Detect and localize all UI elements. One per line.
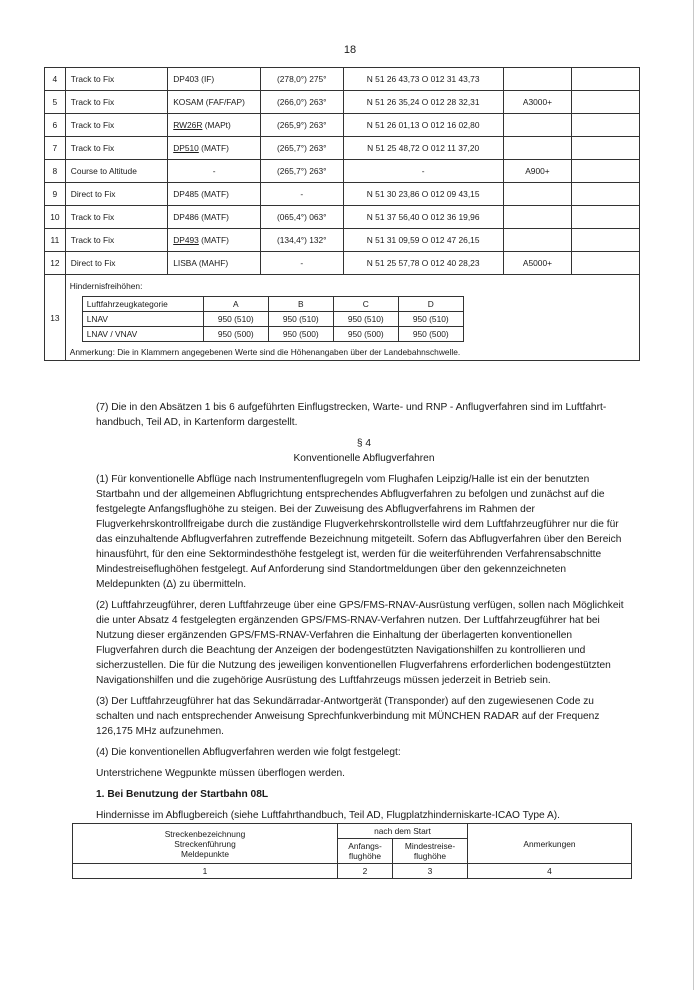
paragraph-2: (2) Luftfahrzeugführer, deren Luftfahrzeuge über eine GPS/FMS-RNAV-Ausrüstung verfügen, sollen nach Möglichkeit die unter Absatz 4 festgelegten ergänzenden GPS/FMS-RNAV-Verfahren nutzen. Der Luftfahrzeugführer hat bei Nutzung dieser ergänzenden GPS/FMS-RNAV-Verfahren die Einhaltung der überlagerten konventionellen Flugverfahren durch die Beachtung der Anzeigen der bodengestützten Navigationshilfen zu kontrollieren und sicherzustellen. Die für die Nutzung des jeweiligen konventionellen Flugverfahrens erforderlichen bodengestützten Navigationshilfen und die zugehörige Ausrüstung des Luftfahrzeugs müssen jederzeit in Betrieb sein. [96,600,624,686]
leg-type: Direct to Fix [65,252,167,275]
header-route-line: Streckenführung [174,838,236,849]
cell: 950 (500) [398,327,463,342]
section-title: Konventionelle Abflugverfahren [293,453,435,464]
header-after-takeoff: nach dem Start [338,824,468,839]
column-number: 2 [338,864,393,879]
course: (265,9°) 263° [261,114,344,137]
course: (134,4°) 132° [261,229,344,252]
header-d: D [398,297,463,312]
obstacle-row [45,275,640,361]
table-row [45,137,640,160]
row-label: LNAV [82,312,203,327]
header-b: B [268,297,333,312]
table-row [45,183,640,206]
coordinates: - [343,160,503,183]
paragraph-1: (1) Für konventionelle Abflüge nach Instrumentenflugregeln vom Flughafen Leipzig/Halle ist ein der benutzten Startbahn und der allgemeinen Abflugrichtung entsprechendes Abflugverfahren zu befolgen und zunächst auf die festgelegte Anfangsflughöhe zu steigen. Bei der Zuweisung des Abflugverfahrens im Rahmen der Flugverkehrskontrollfreigabe durch die zuständige Flugverkehrskontrollstelle wird dem Luftfahrzeugführer nur die für das einzuhaltende Abflugverfahren zutreffende Bezeichnung mitgeteilt. Sofern das Abflugverfahren über den Bereich hinausführt, für den eine Sektormindesthöhe festgelegt ist, werden für die weiterführenden Verfahrensabschnitte Mindestreiseflughöhen festgelegt. Auf Anforderung sind Standortmeldungen über den gekennzeichneten Meldepunkten (Δ) zu übermitteln. [96,474,622,590]
waypoint-cell: DP403 (IF) [168,68,261,91]
waypoint-table [44,67,640,361]
waypoint-suffix: (MATF) [198,235,229,245]
coordinates: N 51 26 01,13 O 012 16 02,80 [343,114,503,137]
leg-type: Track to Fix [65,229,167,252]
subheading: 1. Bei Benutzung der Startbahn 08L [96,789,269,800]
waypoint-cell [168,229,261,252]
row-number: 6 [45,114,66,137]
course: (065,4°) 063° [261,206,344,229]
header-line: Anfangs- [348,841,382,851]
altitude: A5000+ [503,252,571,275]
obstacle-clearance-table [82,296,464,342]
extra [572,137,640,160]
cell: 950 (510) [333,312,398,327]
row-number: 8 [45,160,66,183]
row-number: 10 [45,206,66,229]
waypoint-cell [168,114,261,137]
course: - [261,252,344,275]
table-row [45,114,640,137]
body-text [96,400,632,829]
cell: 950 (500) [203,327,268,342]
leg-type: Track to Fix [65,91,167,114]
coordinates: N 51 37 56,40 O 012 36 19,96 [343,206,503,229]
cell: 950 (500) [268,327,333,342]
cell: 950 (500) [333,327,398,342]
column-numbers-row [73,864,632,879]
altitude [503,137,571,160]
paragraph-4: (4) Die konventionellen Abflugverfahren werden wie folgt festgelegt: [96,747,401,758]
page-edge [693,0,694,990]
paragraph-5: Unterstrichene Wegpunkte müssen überflogen werden. [96,768,345,779]
extra [572,114,640,137]
header-remarks: Anmerkungen [468,824,632,864]
header-route-line: Streckenbezeichnung [164,828,246,839]
cell: 950 (510) [203,312,268,327]
column-number: 1 [73,864,338,879]
coordinates: N 51 26 43,73 O 012 31 43,73 [343,68,503,91]
leg-type: Track to Fix [65,114,167,137]
row-number: 4 [45,68,66,91]
table-row [82,327,463,342]
column-number: 3 [393,864,468,879]
extra [572,91,640,114]
header-category: Luftfahrzeugkategorie [82,297,203,312]
obstacle-title: Hindernisfreihöhen: [69,281,143,291]
extra [572,183,640,206]
paragraph-7: (7) Die in den Absätzen 1 bis 6 aufgeführten Einflugstrecken, Warte- und RNP - Anflugverfahren sind im Luftfahrt-handbuch, Teil AD, in Kartenform dargestellt. [96,402,607,428]
table-row [45,206,640,229]
header-initial-alt [338,839,393,864]
waypoint-cell: - [168,160,261,183]
paragraph-6: Hindernisse im Abflugbereich (siehe Luftfahrthandbuch, Teil AD, Flugplatzhinderniskarte-ICAO Type A). [96,810,560,821]
altitude [503,183,571,206]
altitude [503,206,571,229]
altitude [503,114,571,137]
header-min-cruise-alt [393,839,468,864]
row-number: 13 [45,275,66,361]
row-number: 9 [45,183,66,206]
row-label: LNAV / VNAV [82,327,203,342]
page-number: 18 [343,44,357,56]
header-line: flughöhe [413,851,447,861]
extra [572,229,640,252]
waypoint-suffix: (MAPt) [202,120,231,130]
cell: 950 (510) [268,312,333,327]
extra [572,68,640,91]
leg-type: Track to Fix [65,206,167,229]
column-number: 4 [468,864,632,879]
obstacle-note: Anmerkung: Die in Klammern angegebenen Werte sind die Höhenangaben über der Landebahnschwelle. [69,347,461,357]
waypoint-cell: DP485 (MATF) [168,183,261,206]
header-a: A [203,297,268,312]
coordinates: N 51 25 48,72 O 012 11 37,20 [343,137,503,160]
header-c: C [333,297,398,312]
leg-type: Course to Altitude [65,160,167,183]
extra [572,206,640,229]
departure-table [72,823,632,879]
cell: 950 (510) [398,312,463,327]
waypoint-cell [168,137,261,160]
leg-type: Direct to Fix [65,183,167,206]
waypoint-suffix: (MATF) [198,143,229,153]
table-row [45,68,640,91]
header-route-line: Meldepunkte [181,848,229,859]
waypoint-underlined: DP493 [173,235,199,245]
course: - [261,183,344,206]
altitude: A900+ [503,160,571,183]
coordinates: N 51 30 23,86 O 012 09 43,15 [343,183,503,206]
table-row [45,91,640,114]
coordinates: N 51 26 35,24 O 012 28 32,31 [343,91,503,114]
course: (265,7°) 263° [261,160,344,183]
waypoint-underlined: DP510 [173,143,199,153]
course: (265,7°) 263° [261,137,344,160]
header-line: Mindestreise- [404,841,456,851]
leg-type: Track to Fix [65,137,167,160]
header-route [73,824,338,864]
row-number: 5 [45,91,66,114]
table-row [45,252,640,275]
coordinates: N 51 31 09,59 O 012 47 26,15 [343,229,503,252]
leg-type: Track to Fix [65,68,167,91]
extra [572,252,640,275]
waypoint-cell: LISBA (MAHF) [168,252,261,275]
altitude [503,68,571,91]
table-row [82,312,463,327]
course: (278,0°) 275° [261,68,344,91]
altitude: A3000+ [503,91,571,114]
header-line: flughöhe [348,851,382,861]
course: (266,0°) 263° [261,91,344,114]
coordinates: N 51 25 57,78 O 012 40 28,23 [343,252,503,275]
table-row [45,160,640,183]
waypoint-underlined: RW26R [173,120,203,130]
waypoint-cell: KOSAM (FAF/FAP) [168,91,261,114]
extra [572,160,640,183]
section-number: § 4 [356,438,372,449]
row-number: 12 [45,252,66,275]
altitude [503,229,571,252]
row-number: 11 [45,229,66,252]
waypoint-cell: DP486 (MATF) [168,206,261,229]
table-row [45,229,640,252]
paragraph-3: (3) Der Luftfahrzeugführer hat das Sekundärradar-Antwortgerät (Transponder) auf den zugewiesenen Code zu schalten und nach entsprechender Anweisung Sprechfunkverbindung mit MÜNCHEN RADAR auf der Frequenz 126,175 MHz aufzunehmen. [96,696,600,737]
row-number: 7 [45,137,66,160]
